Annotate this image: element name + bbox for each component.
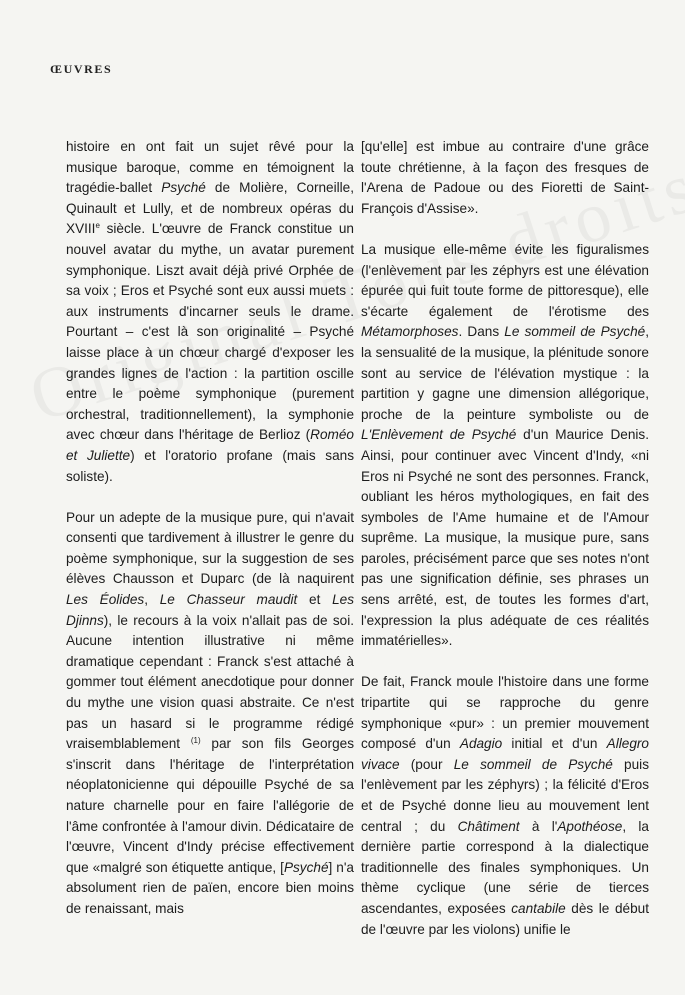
text-run: [qu'elle] est imbue au contraire d'une grâce toute chrétienne, à la façon des fresques de l'Arena de Padoue ou des Fioretti de Saint-François d'Assise». [361, 139, 649, 216]
text-run: ), le recours à la voix n'allait pas de soi. Aucune intention illustrative ni même dramatique cependant : Franck s'est attaché à gommer tout élément anecdotique pour donner du mythe une vision quasi abstraite. Ce n'est pas un hasard si le programme rédigé vraisemblablement [66, 612, 354, 752]
left-column [66, 137, 354, 920]
text-run: . Dans [458, 324, 505, 340]
work-title: Le sommeil de Psyché [504, 324, 646, 340]
work-title: Le sommeil de Psyché [453, 756, 613, 772]
work-title: Roméo et Juliette [66, 427, 354, 463]
text-run: De fait, Franck moule l'histoire dans une forme tripartite qui se rapproche du genre symphonique «pur» : un premier mouvement composé d'un [361, 674, 649, 752]
tempo-marking: Adagio [459, 736, 503, 752]
text-run: de Molière, Corneille, Quinault et Lully, et de nombreux opéras du XVIII [66, 180, 354, 237]
section-title: Châtiment [457, 818, 520, 834]
text-run: , [144, 592, 160, 608]
text-run: par son fils Georges s'inscrit dans l'héritage de l'interprétation néoplatonicienne qui dépouille Psyché de sa nature charnelle pour en faire l'allégorie de l'âme confrontée à l'amour divin. Dédicataire de l'œuvre, Vincent d'Indy précise effectivement que «malgré son étiquette antique, [ [66, 736, 354, 875]
work-title: Les Djinns [66, 592, 355, 628]
text-run: , la dernière partie correspond à la dialectique traditionnelle des finales symphoniques. Un thème cyclique (une série de tierces ascendantes, exposées [361, 818, 649, 916]
text-run: d'un Maurice Denis. Ainsi, pour continuer avec Vincent d'Indy, «ni Eros ni Psyché ne sont des personnes. Franck, oubliant les héros mythologiques, en fait des symboles de l'Ame humaine et de l'Amour suprême. La musique, la musique pure, sans paroles, précisément parce que ses notes n'ont pas une signification définie, ses phrases un sens arrêté, est, de toutes les formes d'art, l'expression la plus adéquate de ces réalités immatérielles». [361, 427, 649, 649]
paragraph [66, 508, 354, 920]
running-header: ŒUVRES [50, 62, 113, 76]
right-column [361, 137, 649, 940]
text-run: ) et l'oratorio profane (mais sans soliste). [66, 447, 354, 484]
work-title: L'Enlèvement de Psyché [361, 427, 517, 443]
work-title: Métamorphoses [361, 324, 459, 340]
text-run: puis l'enlèvement par les zéphyrs) ; la félicité d'Eros et de Psyché donne lieu au mouvement lent central ; du [361, 756, 649, 834]
paragraph [361, 137, 649, 219]
work-title: Les Éolides [66, 592, 145, 608]
work-title: Psyché [283, 859, 329, 875]
text-run: initial et d'un [502, 736, 607, 752]
footnote-marker: (1) [190, 736, 201, 746]
text-run: , la sensualité de la musique, la plénitude sonore sont au service de l'élévation mystique : la partition y gagne une dimension allégorique, proche de la peinture symboliste ou de [361, 324, 649, 422]
work-title: Le Chasseur maudit [159, 592, 298, 608]
superscript: e [95, 221, 100, 231]
paragraph [66, 137, 354, 487]
text-run: à l' [519, 818, 558, 834]
tempo-marking: Allegro vivace [361, 736, 649, 772]
text-run: Pour un adepte de la musique pure, qui n'avait consenti que tardivement à illustrer le genre du poème symphonique, sur la suggestion de ses élèves Chausson et Duparc (de là naquirent [66, 509, 354, 587]
text-run: ] n'a absolument rien de païen, encore bien moins de renaissant, mais [66, 859, 354, 916]
text-run: La musique elle-même évite les figuralismes (l'enlèvement par les zéphyrs est une élévation épurée qui fuit toute forme de pittoresque), elle s'écarte également de l'érotisme des [361, 241, 649, 319]
work-title: Psyché [161, 180, 206, 196]
paragraph [361, 672, 649, 940]
text-run: dès le début de l'œuvre par les violons) unifie le [361, 900, 649, 937]
text-run: et [297, 592, 333, 608]
section-title: Apothéose [557, 818, 623, 834]
text-run: (pour [399, 756, 454, 772]
text-run: siècle. L'œuvre de Franck constitue un nouvel avatar du mythe, un avatar purement symphonique. Liszt avait déjà privé Orphée de sa voix ; Eros et Psyché sont eux aussi muets : aux instruments d'incarner seuls le drame. Pourtant – c'est là son originalité – Psyché laisse place à un chœur chargé d'exposer les grandes lignes de l'action : la partition oscille entre le poème symphonique (purement orchestral, traditionnellement), la symphonie avec chœur dans l'héritage de Berlioz ( [66, 221, 354, 443]
paragraph [361, 240, 649, 652]
tempo-marking: cantabile [511, 900, 566, 916]
text-run: histoire en ont fait un sujet rêvé pour la musique baroque, comme en témoignent la tragédie-ballet [66, 139, 354, 196]
